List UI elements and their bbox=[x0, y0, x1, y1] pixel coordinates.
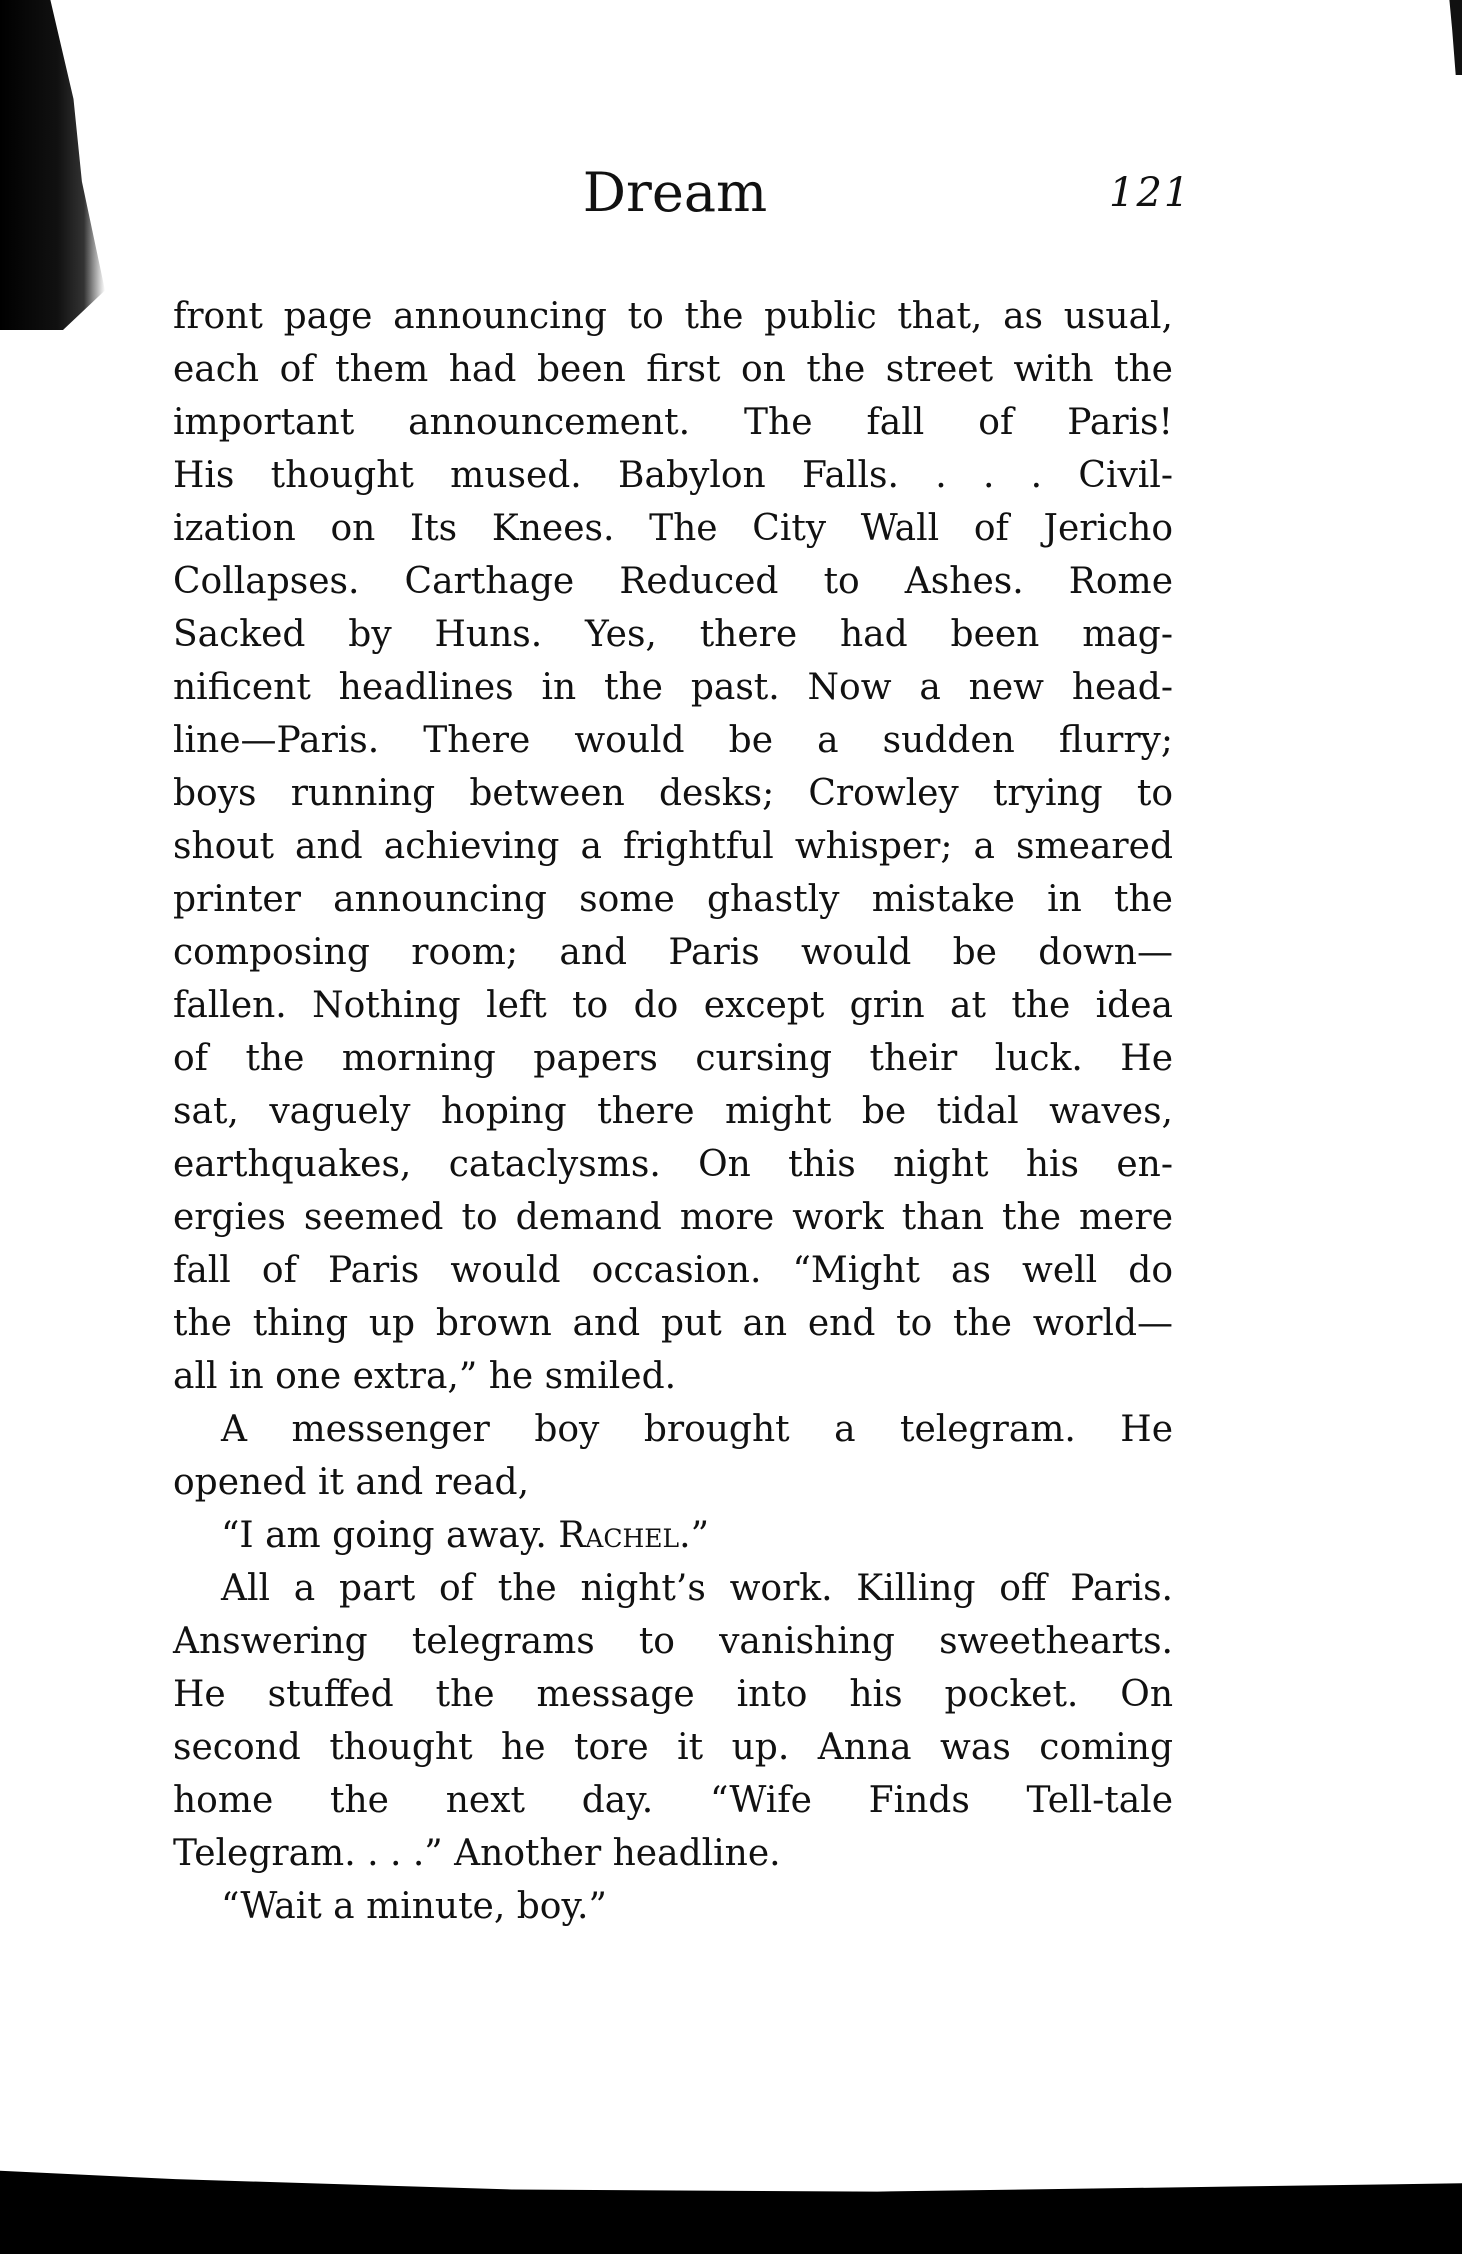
text-line: Telegram. . . .” Another headline. bbox=[173, 1833, 781, 1874]
text-line: ergies seemed to demand more work than the mere bbox=[173, 1197, 1173, 1238]
running-head: Dream bbox=[582, 161, 768, 224]
text-line: Answering telegrams to vanishing sweethearts. bbox=[173, 1621, 1173, 1662]
page-header bbox=[0, 158, 1462, 228]
body-text bbox=[173, 290, 1173, 1933]
text-line: boys running between desks; Crowley trying to bbox=[173, 773, 1173, 814]
text-line: Sacked by Huns. Yes, there had been mag- bbox=[173, 614, 1173, 655]
text-line: printer announcing some ghastly mistake in the bbox=[173, 879, 1173, 920]
text-line: shout and achieving a frightful whisper; a smeared bbox=[173, 826, 1173, 867]
text-line: fallen. Nothing left to do except grin at the idea bbox=[173, 985, 1173, 1026]
text-line: all in one extra,” he smiled. bbox=[173, 1356, 677, 1397]
page-number: 121 bbox=[1109, 170, 1192, 216]
text-line: fall of Paris would occasion. “Might as well do bbox=[173, 1250, 1173, 1291]
text-line: line—Paris. There would be a sudden flurry; bbox=[173, 720, 1173, 761]
text-line: home the next day. “Wife Finds Tell-tale bbox=[173, 1780, 1173, 1821]
text-line: A messenger boy brought a telegram. He bbox=[221, 1409, 1173, 1450]
text-line: His thought mused. Babylon Falls. . . . Civil- bbox=[173, 455, 1173, 496]
text-line: of the morning papers cursing their luck. He bbox=[173, 1038, 1173, 1079]
text-line: front page announcing to the public that, as usual, bbox=[173, 296, 1173, 337]
telegram-close-quote: .” bbox=[679, 1515, 710, 1556]
edge-mark bbox=[1448, 0, 1462, 75]
text-line: opened it and read, bbox=[173, 1462, 530, 1503]
text-line: earthquakes, cataclysms. On this night his en- bbox=[173, 1144, 1173, 1185]
text-line: He stuffed the message into his pocket. On bbox=[173, 1674, 1173, 1715]
text-line: nificent headlines in the past. Now a new head- bbox=[173, 667, 1173, 708]
telegram-signature: Rachel bbox=[558, 1515, 680, 1556]
text-line: the thing up brown and put an end to the world— bbox=[173, 1303, 1173, 1344]
text-line: All a part of the night’s work. Killing off Paris. bbox=[221, 1568, 1173, 1609]
text-line: composing room; and Paris would be down— bbox=[173, 932, 1173, 973]
text-line: important announcement. The fall of Paris! bbox=[173, 402, 1173, 443]
telegram-text: “I am going away. bbox=[221, 1515, 559, 1556]
text-line: sat, vaguely hoping there might be tidal waves, bbox=[173, 1091, 1173, 1132]
text-line: “Wait a minute, boy.” bbox=[221, 1886, 607, 1927]
text-line: Collapses. Carthage Reduced to Ashes. Rome bbox=[173, 561, 1173, 602]
text-line: each of them had been first on the street with the bbox=[173, 349, 1173, 390]
telegram-line bbox=[173, 1509, 1173, 1562]
text-line: second thought he tore it up. Anna was coming bbox=[173, 1727, 1173, 1768]
text-line: ization on Its Knees. The City Wall of Jericho bbox=[173, 508, 1173, 549]
scan-edge-shadow bbox=[0, 2150, 1462, 2254]
